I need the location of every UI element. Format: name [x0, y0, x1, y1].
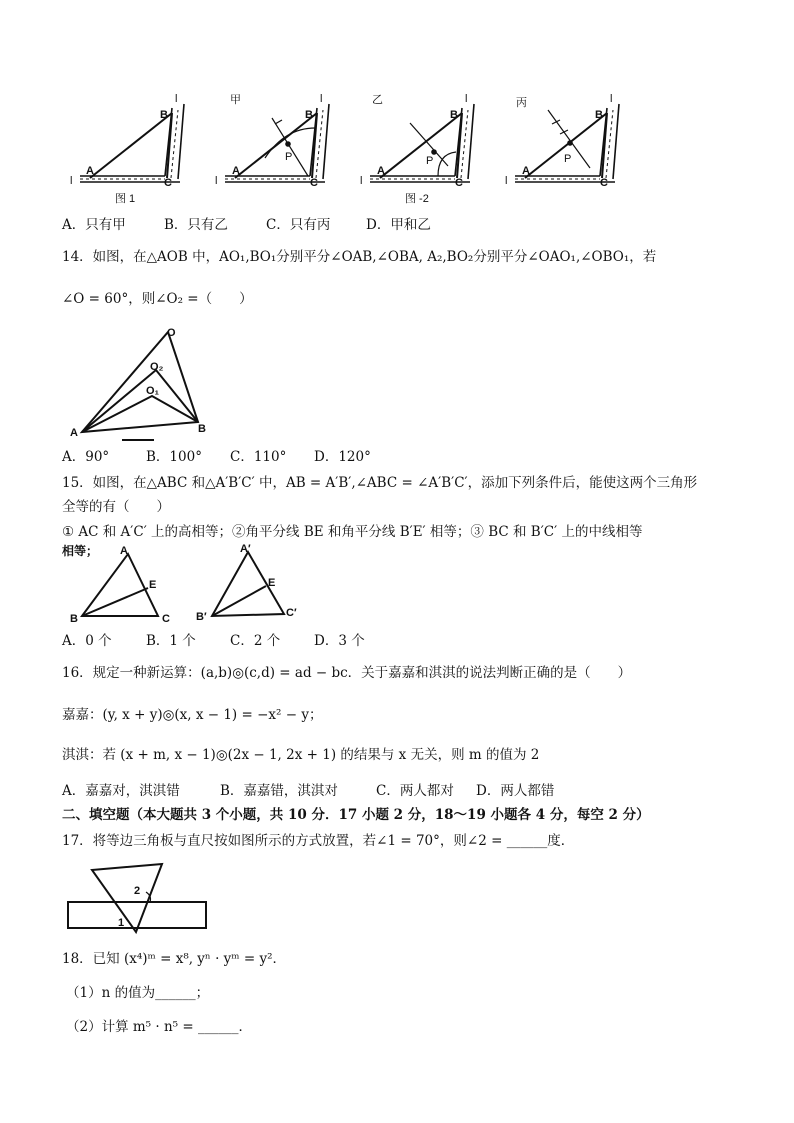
q13-yi-C: C: [455, 177, 463, 189]
q14-label-O: O: [167, 327, 176, 339]
q13-bing-P: P: [564, 153, 572, 165]
q13-bing-l1: l: [610, 93, 613, 105]
q13-jia-B: B: [305, 109, 313, 121]
q16-option-c: C．两人都对: [376, 783, 454, 799]
q13-figures: [60, 88, 660, 206]
q14-text-line1: 14．如图，在△AOB 中，AO₁,BO₁分别平分∠OAB,∠OBA, A₂,BO₂分别平分∠OAO₁,∠OBO₁，若: [62, 249, 657, 265]
q14-text-line2: ∠O = 60°，则∠O₂ =（ ）: [62, 291, 253, 307]
q17-figure: [62, 856, 212, 938]
q16-option-b: B．嘉嘉错，淇淇对: [220, 783, 338, 799]
q17-label-2: 2: [134, 885, 141, 897]
q15-figure: [62, 544, 322, 630]
q15-label-E-prime: E: [268, 577, 276, 589]
q14-option-a: A．90°: [62, 449, 110, 465]
q13-yi-A: A: [377, 165, 385, 177]
q13-option-b: B．只有乙: [164, 217, 228, 233]
q13-figure-jia: [225, 104, 329, 182]
q13-jia-C: C: [310, 177, 318, 189]
q13-jia-l1: l: [320, 93, 323, 105]
q13-option-d: D．甲和乙: [366, 217, 431, 233]
q13-yi-P: P: [426, 155, 434, 167]
q15-option-d: D．3 个: [314, 633, 365, 649]
q13-fig1-C: C: [164, 177, 172, 189]
q13-label-jia: 甲: [230, 94, 241, 106]
q18-text-line3: （2）计算 m⁵ · n⁵ = ______．: [66, 1019, 252, 1035]
q16-text-line1: 16．规定一种新运算：(a,b)◎(c,d) = ad − bc．关于嘉嘉和淇淇的说法判断正确的是（ ）: [62, 665, 632, 681]
q13-figure-bing: [515, 104, 619, 182]
q13-jia-l2: l: [215, 175, 218, 187]
q15-label-C: C: [162, 613, 170, 625]
q14-label-B: B: [198, 423, 206, 435]
q13-option-c: C．只有丙: [266, 217, 331, 233]
q13-jia-A: A: [232, 165, 240, 177]
q13-yi-l1: l: [465, 93, 468, 105]
q13-figure-yi: [370, 104, 474, 182]
q15-label-A-prime: A′: [240, 544, 251, 555]
q13-fig1-A: A: [86, 165, 94, 177]
q13-fig2-caption: 图 -2: [405, 193, 429, 205]
q16-text-line3: 淇淇：若 (x + m, x − 1)◎(2x − 1, 2x + 1) 的结果与 x 无关，则 m 的值为 2: [62, 747, 540, 763]
q14-label-O1: O₁: [146, 385, 160, 397]
q14-option-d: D．120°: [314, 449, 371, 465]
q13-yi-B: B: [450, 109, 458, 121]
q13-bing-B: B: [595, 109, 603, 121]
q13-fig1-caption: 图 1: [115, 193, 136, 205]
q13-option-a: A．只有甲: [62, 217, 126, 233]
q15-label-A: A: [120, 545, 128, 557]
q13-fig1-l1: l: [175, 93, 178, 105]
q15-option-a: A．0 个: [62, 633, 112, 649]
q17-text-line1: 17．将等边三角板与直尺按如图所示的方式放置，若∠1 = 70°，则∠2 = ______度．: [62, 833, 575, 849]
q13-jia-P: P: [285, 151, 293, 163]
q13-bing-l2: l: [505, 175, 508, 187]
q15-label-B: B: [70, 613, 78, 625]
q15-label-B-prime: B′: [196, 611, 207, 623]
q13-yi-l2: l: [360, 175, 363, 187]
q15-note: 相等；: [62, 544, 99, 558]
q18-text-line1: 18．已知 (x⁴)ᵐ = x⁸, yⁿ · yᵐ = y²．: [62, 951, 286, 967]
q14-option-c: C．110°: [230, 449, 287, 465]
q16-option-a: A．嘉嘉对，淇淇错: [62, 783, 180, 799]
q17-label-1: 1: [118, 917, 125, 929]
q13-fig1-B: B: [160, 109, 168, 121]
q15-label-E: E: [149, 579, 157, 591]
q15-text-line3: ① AC 和 A′C′ 上的高相等；②角平分线 BE 和角平分线 B′E′ 相等；③ BC 和 B′C′ 上的中线相等: [62, 524, 643, 540]
q14-option-b: B．100°: [146, 449, 202, 465]
q13-figure-1: [80, 104, 184, 182]
q18-text-line2: （1）n 的值为______；: [66, 985, 210, 1001]
q15-option-b: B．1 个: [146, 633, 196, 649]
q15-label-C-prime: C′: [286, 607, 297, 619]
q16-option-d: D．两人都错: [476, 783, 555, 799]
q13-fig1-l2: l: [70, 175, 73, 187]
q14-label-A: A: [70, 427, 78, 439]
q16-text-line2: 嘉嘉：(y, x + y)◎(x, x − 1) = −x² − y；: [62, 707, 323, 723]
q13-bing-A: A: [522, 165, 530, 177]
q13-bing-C: C: [600, 177, 608, 189]
q15-text-line1: 15．如图，在△ABC 和△A′B′C′ 中，AB = A′B′,∠ABC = ∠A′B′C′，添加下列条件后，能使这两个三角形: [62, 475, 698, 491]
q13-label-bing: 丙: [516, 97, 527, 109]
q13-label-yi: 乙: [372, 94, 383, 106]
section-2-heading: 二、填空题（本大题共 3 个小题，共 10 分．17 小题 2 分，18～19 小题各 4 分，每空 2 分）: [62, 807, 650, 823]
q15-option-c: C．2 个: [230, 633, 281, 649]
q15-text-line2: 全等的有（ ）: [62, 499, 170, 515]
q14-label-O2: O₂: [150, 361, 164, 373]
q14-figure: [62, 322, 222, 444]
